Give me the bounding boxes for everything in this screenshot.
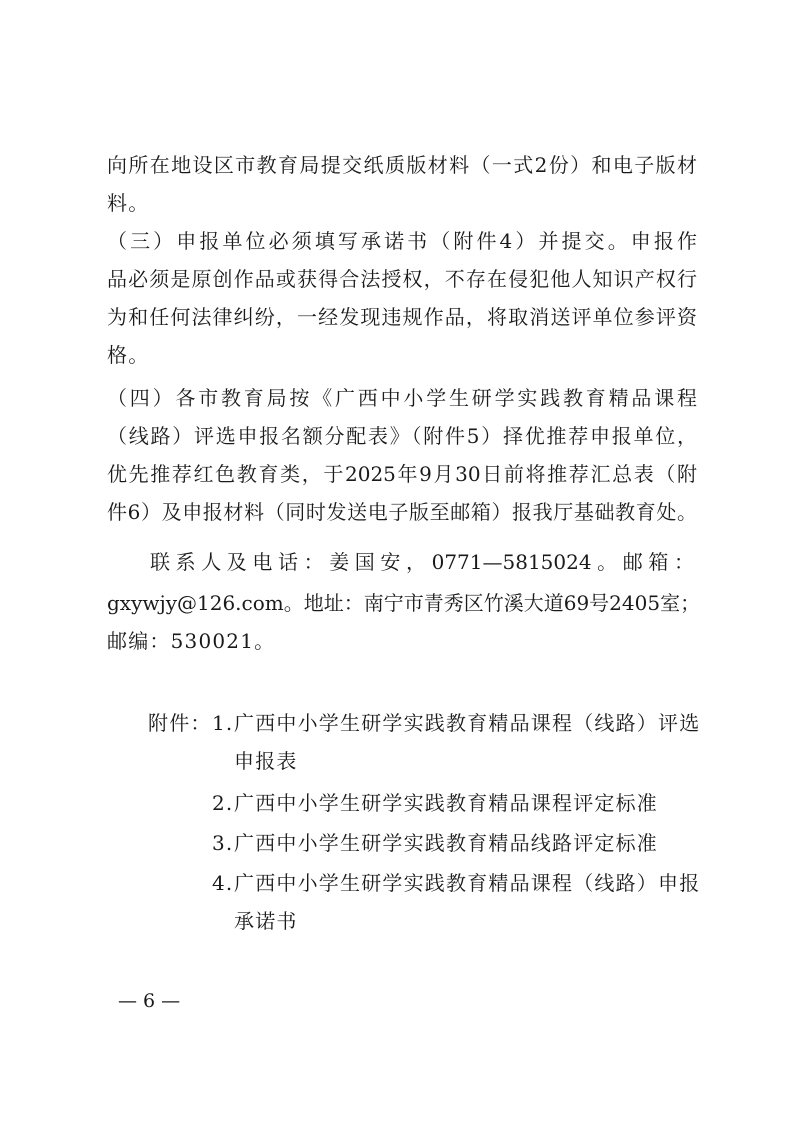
attachment-item-number: 2. bbox=[212, 791, 234, 815]
attachment-item-number: 4. bbox=[212, 871, 234, 895]
attachment-item-continuation: 承诺书 bbox=[234, 909, 298, 933]
body-text-line: 料。 bbox=[107, 191, 150, 215]
page-number: — 6 — bbox=[118, 990, 181, 1012]
attachment-item-number: 3. bbox=[212, 831, 234, 855]
body-text-line: 件6）及申报材料（同时发送电子版至邮箱）报我厅基础教育处。 bbox=[107, 500, 697, 524]
body-text-line: 优先推荐红色教育类，于2025年9月30日前将推荐汇总表（附 bbox=[107, 462, 697, 486]
body-text-line: 品必须是原创作品或获得合法授权，不存在侵犯他人知识产权行 bbox=[107, 267, 697, 291]
attachment-item-text: 广西中小学生研学实践教育精品课程（线路）评选 bbox=[234, 711, 701, 735]
attachment-item-number: 1. bbox=[212, 711, 234, 735]
contact-text-line: gxywjy@126.com。地址：南宁市青秀区竹溪大道69号2405室； bbox=[107, 591, 701, 615]
body-text-line: （四）各市教育局按《广西中小学生研学实践教育精品课程 bbox=[107, 386, 697, 410]
body-text-line: 为和任何法律纠纷，一经发现违规作品，将取消送评单位参评资 bbox=[107, 305, 697, 329]
body-text-line: （三）申报单位必须填写承诺书（附件4）并提交。申报作 bbox=[107, 229, 697, 253]
body-text-line: （线路）评选申报名额分配表》（附件5）择优推荐申报单位， bbox=[107, 424, 697, 448]
contact-text-line: 联系人及电话：姜国安，0771—5815024。邮箱： bbox=[150, 550, 694, 574]
contact-text-line: 邮编：530021。 bbox=[107, 629, 276, 653]
attachment-item-text: 广西中小学生研学实践教育精品课程（线路）申报 bbox=[234, 871, 701, 895]
body-text-line: 格。 bbox=[107, 343, 150, 367]
body-text-line: 向所在地设区市教育局提交纸质版材料（一式2份）和电子版材 bbox=[107, 153, 697, 177]
attachment-label: 附件： bbox=[148, 711, 212, 735]
attachment-item-text: 广西中小学生研学实践教育精品线路评定标准 bbox=[234, 831, 658, 855]
attachment-item-text: 广西中小学生研学实践教育精品课程评定标准 bbox=[234, 791, 658, 815]
attachment-item-continuation: 申报表 bbox=[234, 749, 298, 773]
